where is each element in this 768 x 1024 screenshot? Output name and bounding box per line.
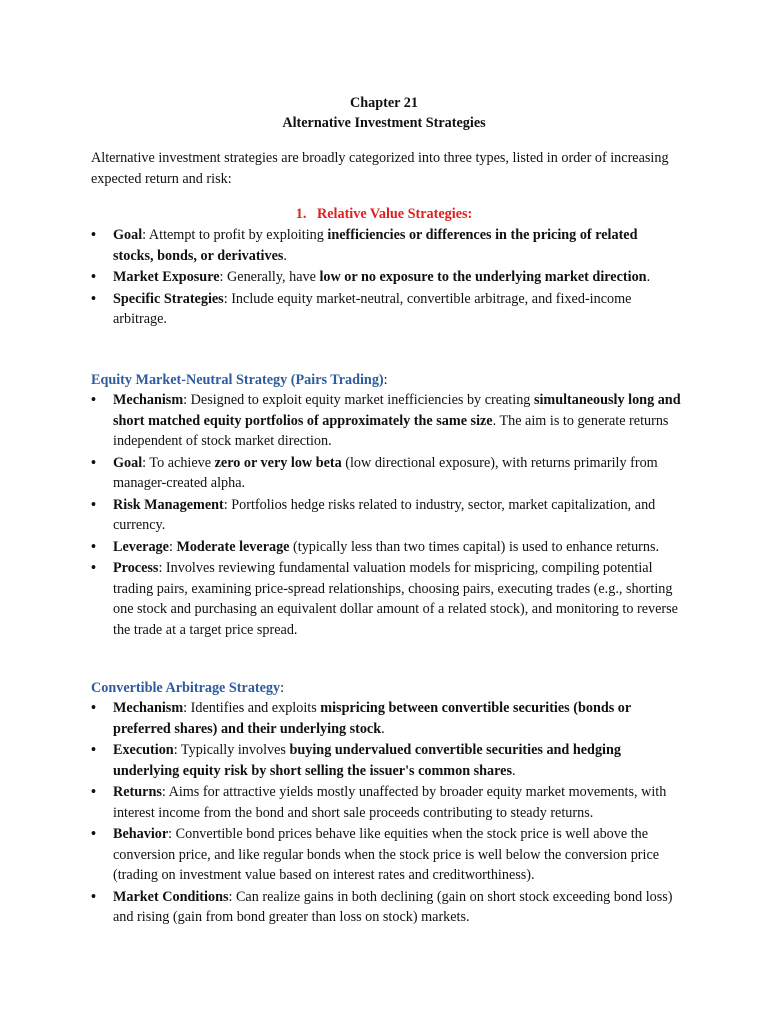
item-text-end: (typically less than two times capital) is used to enhance returns. (289, 538, 660, 555)
list-item (91, 698, 681, 739)
item-label: Process (113, 560, 159, 576)
item-emphasis: inefficiencies or differences in the pricing of related stocks, bonds, or derivatives (113, 227, 638, 264)
item-text: : Identifies and exploits (183, 700, 321, 716)
list-item (91, 453, 681, 494)
item-text-end: . The aim is to generate returns independent of stock market direction. (113, 412, 669, 449)
bullet-icon: • (91, 269, 96, 285)
section-number: 1. (295, 206, 307, 222)
item-text: : (168, 538, 177, 555)
chapter-subtitle: Alternative Investment Strategies (282, 115, 486, 131)
item-text: : Convertible bond prices behave like equities when the stock price is well above the conversion price, and like regular bonds when the stock price is well below the conversion price (trading on investment value based on interest rates and creditworthiness). (113, 826, 660, 883)
list-item (91, 558, 681, 640)
title-block (0, 93, 768, 133)
item-text: : Designed to exploit equity market inefficiencies by creating (183, 392, 534, 408)
relative-value-list (91, 225, 681, 331)
bullet-icon: • (91, 784, 96, 800)
bullet-icon: • (91, 227, 96, 243)
chapter-title: Chapter 21 (350, 95, 418, 111)
item-text-end: (low directional exposure), with returns primarily from manager-created alpha. (113, 454, 658, 491)
item-label: Market Conditions (113, 888, 229, 905)
item-emphasis: low or no exposure to the underlying market direction (319, 269, 647, 285)
list-item (91, 782, 681, 823)
item-text-end: . (512, 762, 516, 779)
item-label: Goal (113, 227, 143, 243)
section-heading-relative-value (0, 204, 768, 225)
list-item (91, 537, 681, 558)
item-label: Risk Management (113, 496, 224, 513)
bullet-icon: • (91, 496, 96, 513)
list-item (91, 495, 681, 536)
bullet-icon: • (91, 888, 96, 905)
list-item (91, 824, 681, 886)
item-text: : To achieve (142, 454, 215, 471)
list-item (91, 267, 681, 288)
equity-market-neutral-list (91, 390, 681, 641)
list-item (91, 289, 681, 330)
list-item (91, 225, 681, 266)
list-item (91, 740, 681, 781)
item-text: : Attempt to profit by exploiting (142, 227, 328, 243)
bullet-icon: • (91, 560, 96, 576)
item-label: Goal (113, 454, 143, 471)
item-label: Leverage (113, 538, 169, 555)
item-label: Behavior (113, 826, 169, 842)
equity-market-neutral-heading (91, 370, 388, 391)
list-item (91, 390, 681, 452)
section-colon: : (467, 206, 473, 222)
item-text: : Can realize gains in both declining (gain on short stock exceeding bond loss) and rising (gain from bond greater than loss on stock) markets. (113, 888, 673, 925)
heading-text: Convertible Arbitrage Strategy (91, 680, 281, 696)
item-label: Mechanism (113, 392, 184, 408)
item-emphasis: buying undervalued convertible securities and hedging underlying equity risk by short selling the issuer's common shares (113, 742, 621, 779)
bullet-icon: • (91, 700, 96, 716)
item-emphasis: mispricing between convertible securities (bonds or preferred shares) and their underlying stock (113, 700, 631, 737)
item-emphasis: simultaneously long and short matched equity portfolios of approximately the same size (113, 392, 681, 429)
list-item (91, 887, 681, 928)
item-text: : Generally, have (219, 269, 320, 285)
intro-paragraph: Alternative investment strategies are broadly categorized into three types, listed in order of increasing expected return and risk: (91, 150, 669, 187)
item-label: Market Exposure (113, 269, 220, 285)
item-text: : Involves reviewing fundamental valuation models for mispricing, compiling potential trading pairs, examining price-spread relationships, choosing pairs, executing trades (e.g., shorting one stock and purchasing an equivalent dollar amount of a related stock), and monitoring to reverse the trade at a target price spread. (113, 560, 678, 638)
item-text-end: . (283, 247, 287, 264)
item-label: Mechanism (113, 700, 184, 716)
convertible-arbitrage-heading (91, 678, 284, 699)
item-label: Execution (113, 742, 174, 758)
item-text-end: . (646, 269, 651, 285)
item-label: Returns (113, 784, 162, 800)
bullet-icon: • (91, 826, 96, 842)
item-text: : Portfolios hedge risks related to industry, sector, market capitalization, and currency. (113, 496, 656, 533)
item-text: : Typically involves (173, 742, 290, 758)
section-title: Relative Value Strategies (317, 206, 468, 222)
bullet-icon: • (91, 538, 96, 555)
heading-colon: : (383, 372, 388, 388)
item-text: : Include equity market-neutral, convertible arbitrage, and fixed-income arbitrage. (113, 290, 632, 327)
heading-text: Equity Market-Neutral Strategy (Pairs Trading) (91, 372, 384, 388)
item-text: : Aims for attractive yields mostly unaffected by broader equity market movements, with interest income from the bond and short sale proceeds contributing to steady returns. (113, 784, 667, 821)
bullet-icon: • (91, 742, 96, 758)
heading-colon: : (280, 680, 285, 696)
bullet-icon: • (91, 290, 96, 307)
item-label: Specific Strategies (113, 290, 224, 307)
convertible-arbitrage-list (91, 698, 681, 929)
item-emphasis: Moderate leverage (176, 538, 290, 555)
bullet-icon: • (91, 392, 96, 408)
item-emphasis: zero or very low beta (214, 454, 342, 471)
item-text-end: . (381, 720, 385, 737)
bullet-icon: • (91, 454, 96, 471)
